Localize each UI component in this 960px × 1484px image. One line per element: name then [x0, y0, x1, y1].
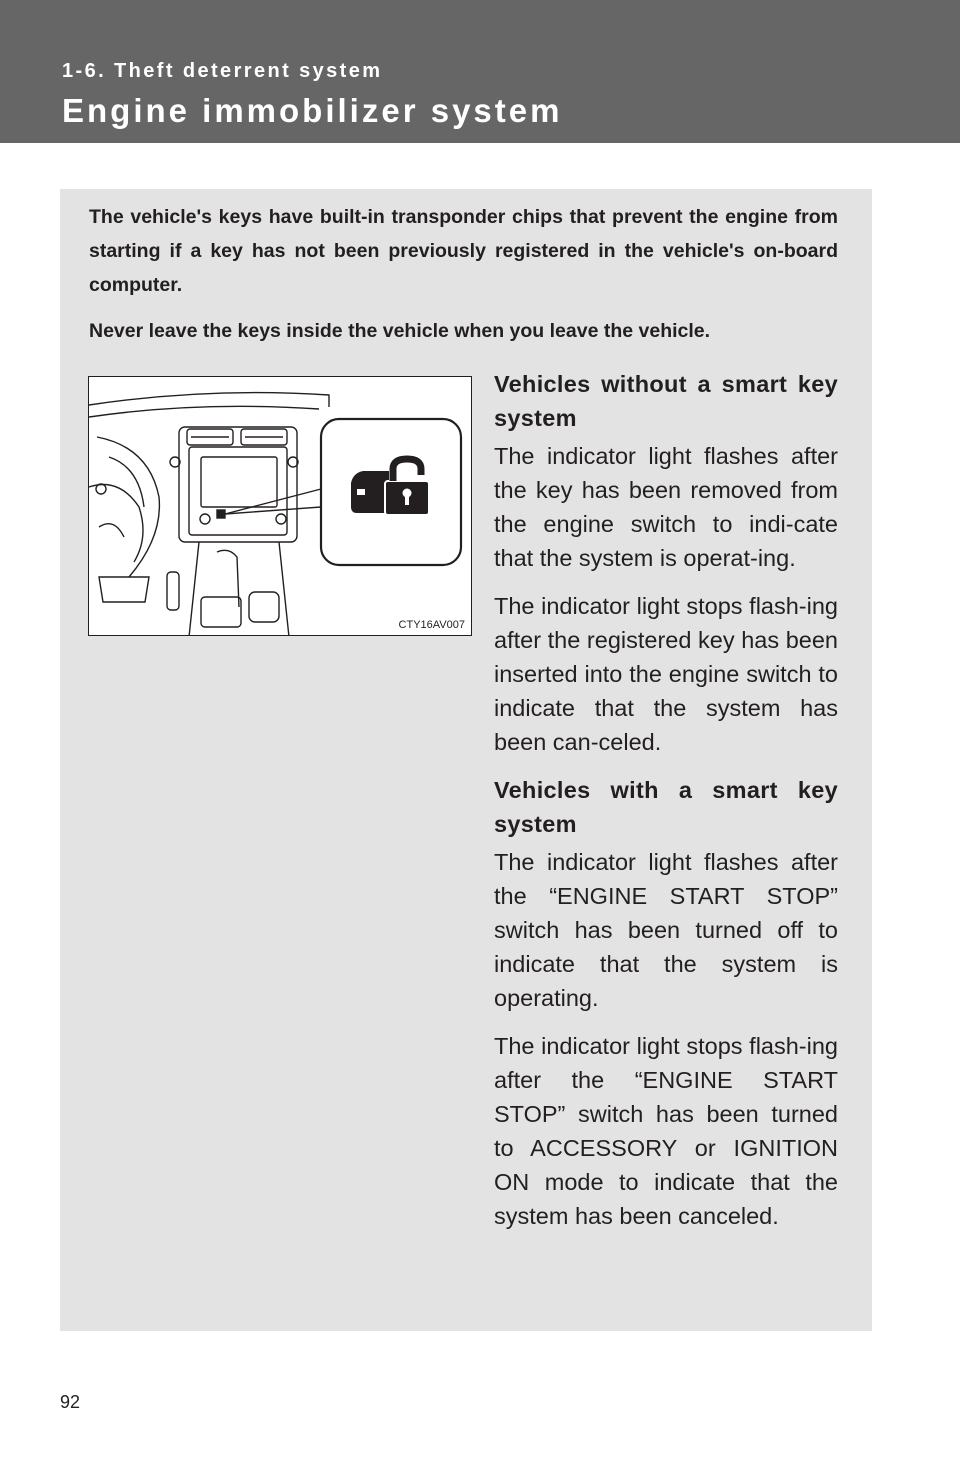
warning-paragraph: Never leave the keys inside the vehicle when you leave the vehicle. [89, 320, 711, 342]
section-label: 1-6. Theft deterrent system [62, 60, 383, 82]
page-title: Engine immobilizer system [62, 92, 563, 129]
dashboard-illustration [88, 376, 472, 636]
heading-without-smart-key: Vehicles without a smart key system [494, 371, 838, 431]
page-header [0, 0, 960, 143]
without-smart-key-p2: The indicator light stops flash-ing after the registered key has been inserted into the engine switch to indicate that the system has been can-celed. [494, 593, 838, 755]
text-column [494, 367, 838, 1247]
with-smart-key-p2: The indicator light stops flash-ing after the “ENGINE START STOP” switch has been turned to ACCESSORY or IGNITION ON mode to indicate that the system has been canceled. [494, 1033, 838, 1229]
without-smart-key-p1: The indicator light flashes after the key has been removed from the engine switch to indi-cate that the system is operat-ing. [494, 443, 838, 571]
heading-with-smart-key: Vehicles with a smart key system [494, 777, 838, 837]
page-number: 92 [60, 1392, 81, 1412]
intro-paragraph: The vehicle's keys have built-in transponder chips that prevent the engine from starting if a key has not been previously registered in the vehicle's on-board computer. [89, 206, 838, 296]
figure-code: CTY16AV007 [398, 619, 465, 631]
security-indicator-lock-icon [347, 455, 437, 521]
with-smart-key-p1: The indicator light flashes after the “ENGINE START STOP” switch has been turned off to indicate that the system is operating. [494, 849, 838, 1011]
